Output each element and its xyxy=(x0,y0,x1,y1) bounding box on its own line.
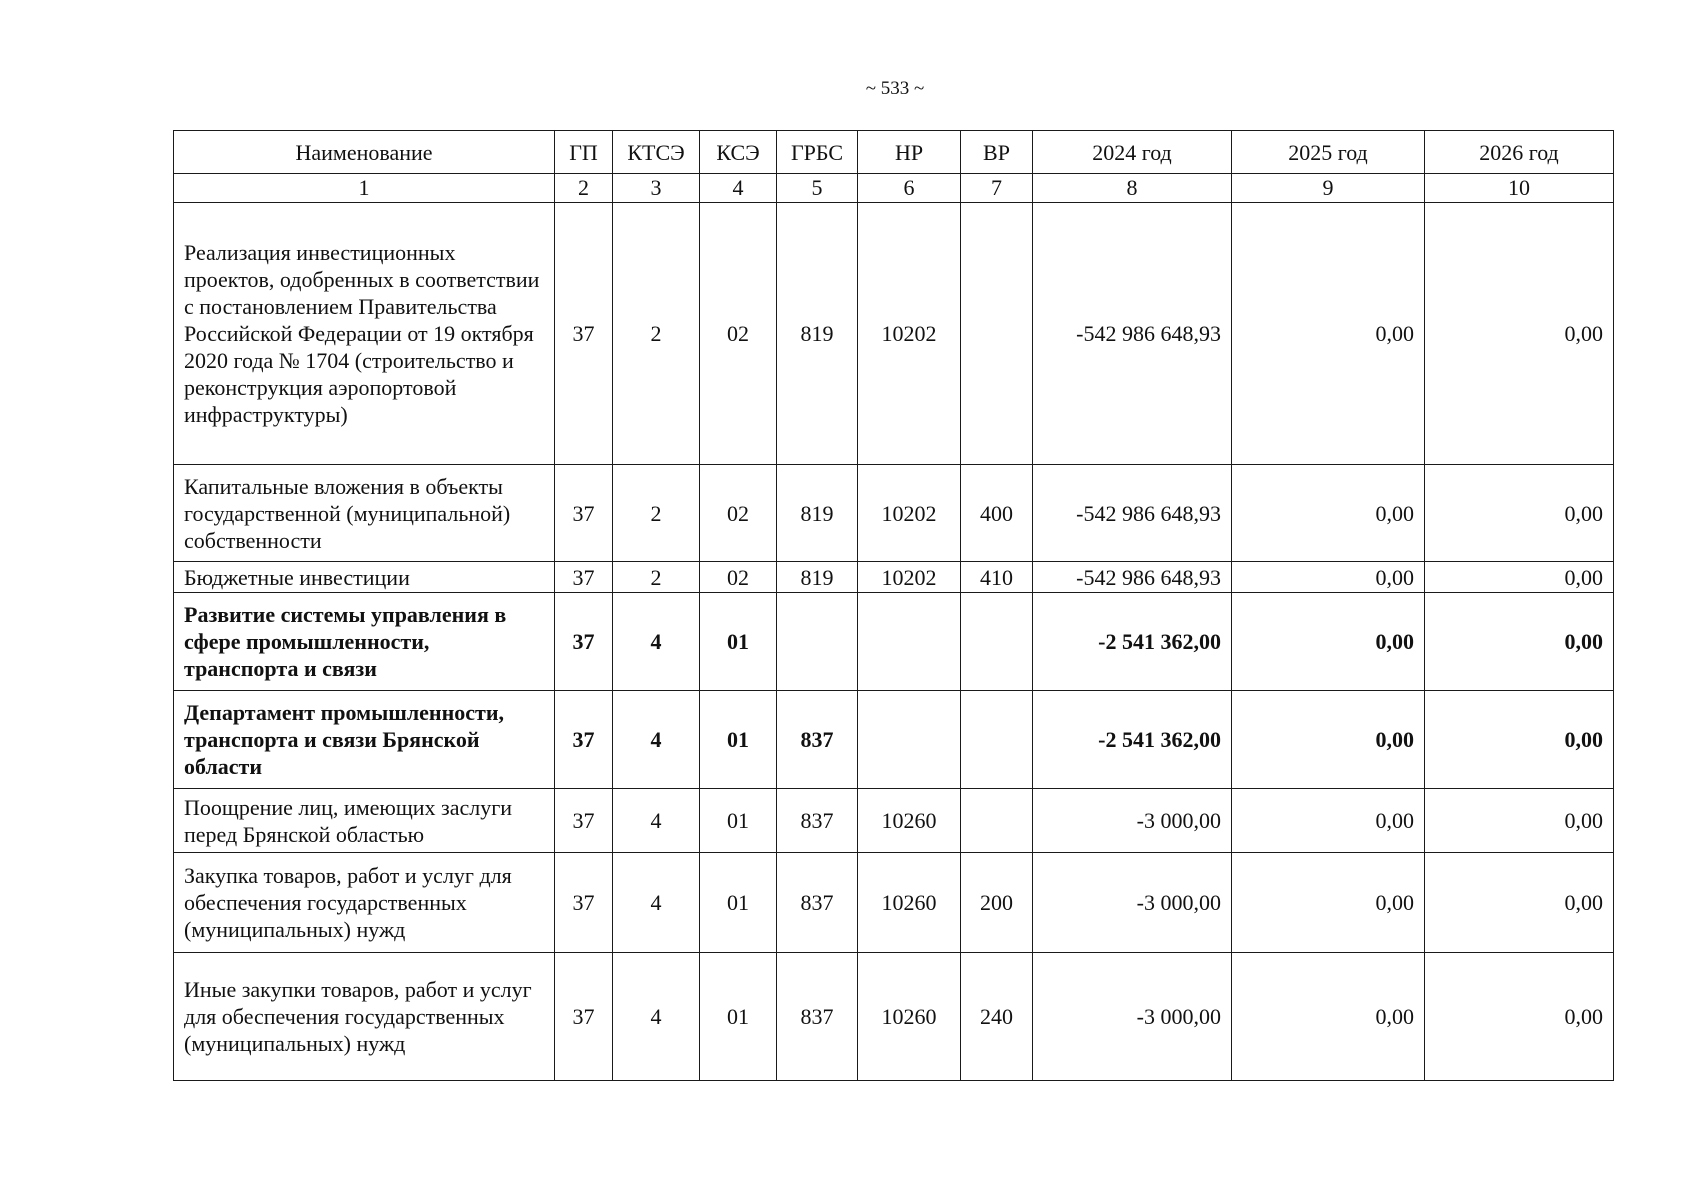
cell-2025: 0,00 xyxy=(1232,953,1425,1081)
header-grbs: ГРБС xyxy=(777,131,858,174)
table-row xyxy=(174,853,1614,953)
column-number: 3 xyxy=(613,174,700,203)
header-gp: ГП xyxy=(555,131,613,174)
cell-nr xyxy=(858,593,961,691)
cell-2026: 0,00 xyxy=(1425,789,1614,853)
cell-ktse: 2 xyxy=(613,465,700,562)
column-number: 1 xyxy=(174,174,555,203)
cell-2025: 0,00 xyxy=(1232,203,1425,465)
cell-grbs: 837 xyxy=(777,953,858,1081)
cell-kse: 01 xyxy=(700,593,777,691)
cell-ktse: 2 xyxy=(613,562,700,593)
cell-2026: 0,00 xyxy=(1425,953,1614,1081)
cell-ktse: 4 xyxy=(613,853,700,953)
header-row xyxy=(174,131,1614,174)
cell-kse: 01 xyxy=(700,953,777,1081)
cell-2024: -542 986 648,93 xyxy=(1033,203,1232,465)
cell-2025: 0,00 xyxy=(1232,853,1425,953)
cell-2024: -3 000,00 xyxy=(1033,853,1232,953)
cell-2026: 0,00 xyxy=(1425,691,1614,789)
cell-vr: 200 xyxy=(961,853,1033,953)
row-name: Иные закупки товаров, работ и услуг для обеспечения государственных (муниципальных) нужд xyxy=(174,953,555,1081)
header-2026: 2026 год xyxy=(1425,131,1614,174)
cell-grbs xyxy=(777,593,858,691)
cell-2026: 0,00 xyxy=(1425,465,1614,562)
cell-2025: 0,00 xyxy=(1232,691,1425,789)
cell-kse: 02 xyxy=(700,465,777,562)
cell-kse: 02 xyxy=(700,203,777,465)
header-2025: 2025 год xyxy=(1232,131,1425,174)
row-name: Капитальные вложения в объекты государственной (муниципальной) собственности xyxy=(174,465,555,562)
row-name: Закупка товаров, работ и услуг для обеспечения государственных (муниципальных) нужд xyxy=(174,853,555,953)
cell-nr: 10202 xyxy=(858,465,961,562)
cell-grbs: 819 xyxy=(777,465,858,562)
column-number: 8 xyxy=(1033,174,1232,203)
header-vr: ВР xyxy=(961,131,1033,174)
header-name: Наименование xyxy=(174,131,555,174)
column-number: 6 xyxy=(858,174,961,203)
cell-gp: 37 xyxy=(555,593,613,691)
cell-nr: 10202 xyxy=(858,203,961,465)
cell-2026: 0,00 xyxy=(1425,203,1614,465)
cell-2024: -3 000,00 xyxy=(1033,789,1232,853)
cell-grbs: 837 xyxy=(777,691,858,789)
cell-2026: 0,00 xyxy=(1425,593,1614,691)
row-name: Бюджетные инвестиции xyxy=(174,562,555,593)
cell-2024: -542 986 648,93 xyxy=(1033,562,1232,593)
column-number: 7 xyxy=(961,174,1033,203)
cell-vr: 400 xyxy=(961,465,1033,562)
row-name: Поощрение лиц, имеющих заслуги перед Брянской областью xyxy=(174,789,555,853)
cell-gp: 37 xyxy=(555,465,613,562)
table-row xyxy=(174,465,1614,562)
table-row xyxy=(174,789,1614,853)
cell-ktse: 4 xyxy=(613,593,700,691)
table-row xyxy=(174,203,1614,465)
cell-ktse: 2 xyxy=(613,203,700,465)
cell-kse: 01 xyxy=(700,853,777,953)
table-row xyxy=(174,953,1614,1081)
cell-2024: -3 000,00 xyxy=(1033,953,1232,1081)
cell-2024: -2 541 362,00 xyxy=(1033,593,1232,691)
table-row xyxy=(174,562,1614,593)
cell-ktse: 4 xyxy=(613,953,700,1081)
header-kse: КСЭ xyxy=(700,131,777,174)
cell-2025: 0,00 xyxy=(1232,465,1425,562)
cell-2026: 0,00 xyxy=(1425,562,1614,593)
cell-nr: 10260 xyxy=(858,853,961,953)
cell-ktse: 4 xyxy=(613,789,700,853)
column-number: 4 xyxy=(700,174,777,203)
cell-grbs: 819 xyxy=(777,203,858,465)
column-number: 9 xyxy=(1232,174,1425,203)
cell-gp: 37 xyxy=(555,562,613,593)
page-number: ~ 533 ~ xyxy=(865,78,925,99)
table-row xyxy=(174,593,1614,691)
cell-vr xyxy=(961,203,1033,465)
cell-grbs: 837 xyxy=(777,853,858,953)
column-number: 5 xyxy=(777,174,858,203)
cell-vr xyxy=(961,789,1033,853)
cell-gp: 37 xyxy=(555,953,613,1081)
header-ktse: КТСЭ xyxy=(613,131,700,174)
table-row xyxy=(174,691,1614,789)
cell-ktse: 4 xyxy=(613,691,700,789)
cell-2025: 0,00 xyxy=(1232,562,1425,593)
cell-nr xyxy=(858,691,961,789)
cell-nr: 10202 xyxy=(858,562,961,593)
cell-2024: -542 986 648,93 xyxy=(1033,465,1232,562)
cell-gp: 37 xyxy=(555,853,613,953)
cell-kse: 02 xyxy=(700,562,777,593)
header-nr: НР xyxy=(858,131,961,174)
column-number-row xyxy=(174,174,1614,203)
cell-2026: 0,00 xyxy=(1425,853,1614,953)
cell-grbs: 837 xyxy=(777,789,858,853)
cell-grbs: 819 xyxy=(777,562,858,593)
header-2024: 2024 год xyxy=(1033,131,1232,174)
cell-gp: 37 xyxy=(555,789,613,853)
cell-nr: 10260 xyxy=(858,789,961,853)
cell-kse: 01 xyxy=(700,789,777,853)
row-name: Реализация инвестиционных проектов, одобренных в соответствии с постановлением Правительства Российской Федерации от 19 октября 2020 года № 1704 (строительство и реконструкция аэропортовой инфраструктуры) xyxy=(174,203,555,465)
cell-2025: 0,00 xyxy=(1232,789,1425,853)
cell-gp: 37 xyxy=(555,203,613,465)
cell-vr: 410 xyxy=(961,562,1033,593)
cell-nr: 10260 xyxy=(858,953,961,1081)
column-number: 10 xyxy=(1425,174,1614,203)
cell-2025: 0,00 xyxy=(1232,593,1425,691)
cell-vr: 240 xyxy=(961,953,1033,1081)
row-name: Развитие системы управления в сфере промышленности, транспорта и связи xyxy=(174,593,555,691)
column-number: 2 xyxy=(555,174,613,203)
cell-gp: 37 xyxy=(555,691,613,789)
cell-2024: -2 541 362,00 xyxy=(1033,691,1232,789)
cell-kse: 01 xyxy=(700,691,777,789)
cell-vr xyxy=(961,593,1033,691)
budget-table xyxy=(173,130,1614,1081)
cell-vr xyxy=(961,691,1033,789)
row-name: Департамент промышленности, транспорта и связи Брянской области xyxy=(174,691,555,789)
